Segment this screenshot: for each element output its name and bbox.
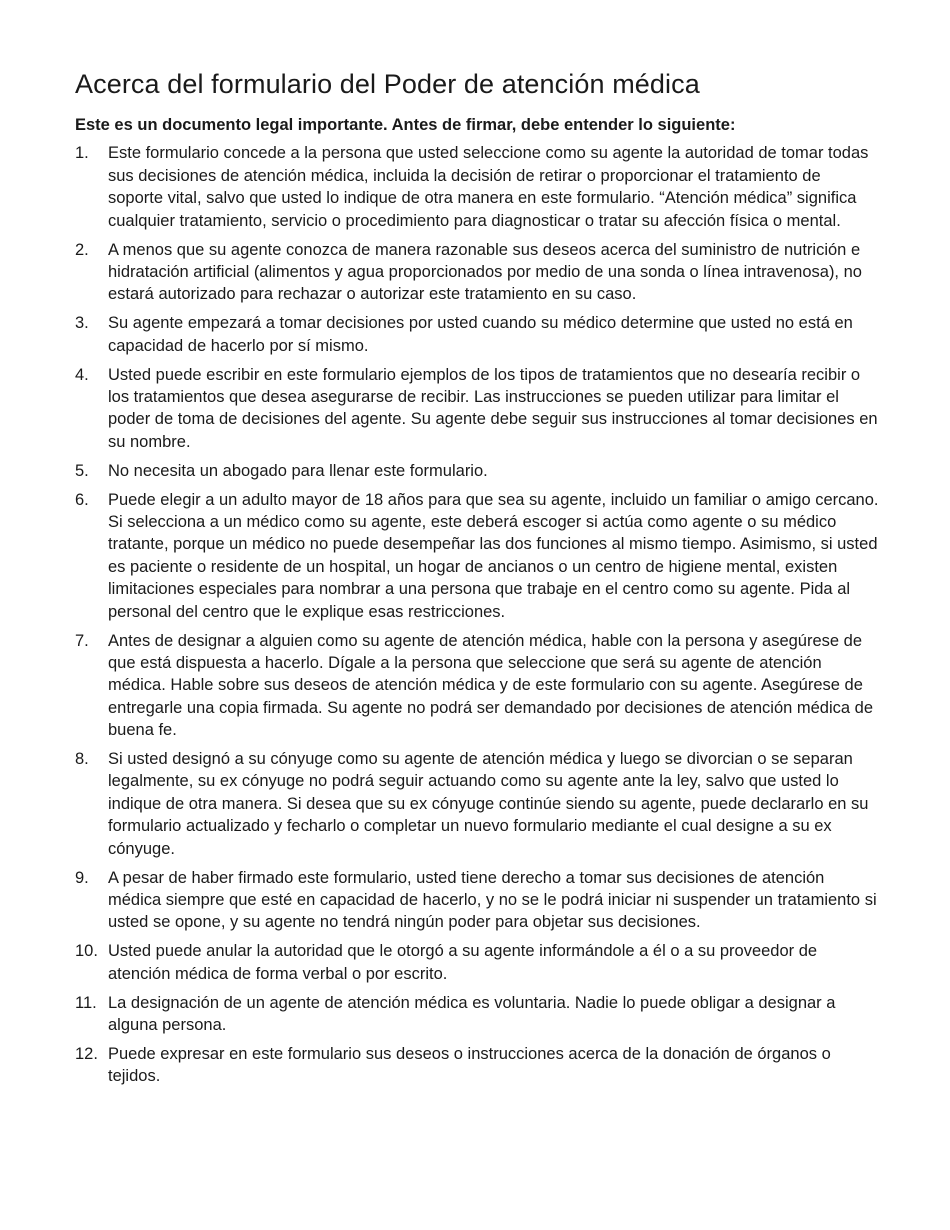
numbered-list	[75, 142, 880, 1087]
list-item	[75, 748, 880, 860]
list-item-number: 7.	[75, 631, 89, 650]
list-item-text: Antes de designar a alguien como su agente de atención médica, hable con la persona y asegúrese de que está dispuesta a hacerlo. Dígale a la persona que seleccione que será su agente de atención médica. Hable sobre sus deseos de atención médica y de este formulario con su agente. Asegúrese de entregarle una copia firmada. Su agente no podrá ser demandado por decisiones de atención médica de buena fe.	[108, 631, 874, 740]
list-item	[75, 1043, 880, 1088]
list-item	[75, 312, 880, 357]
list-item-number: 2.	[75, 240, 89, 259]
list-item	[75, 940, 880, 985]
list-item-text: Este formulario concede a la persona que usted seleccione como su agente la autoridad de tomar todas sus decisiones de atención médica, incluida la decisión de retirar o proporcionar el tratamiento de soporte vital, salvo que usted lo indique de otra manera en este formulario. “Atención médica” significa cualquier tratamiento, servicio o procedimiento para diagnosticar o tratar su afección física o mental.	[108, 144, 869, 230]
list-item-number: 9.	[75, 868, 89, 887]
list-item-number: 6.	[75, 490, 89, 509]
list-item-number: 3.	[75, 314, 89, 333]
list-item-number: 12.	[75, 1044, 98, 1063]
list-item	[75, 867, 880, 934]
list-item	[75, 489, 880, 623]
list-item-text: A menos que su agente conozca de manera razonable sus deseos acerca del suministro de nutrición e hidratación artificial (alimentos y agua proporcionados por medio de una sonda o línea intravenosa), no estará autorizado para rechazar o autorizar este tratamiento en su caso.	[108, 240, 862, 304]
list-item-text: Usted puede escribir en este formulario ejemplos de los tipos de tratamientos que no desearía recibir o los tratamientos que desea asegurarse de recibir. Las instrucciones se pueden utilizar para limitar el poder de toma de decisiones del agente. Su agente debe seguir sus instrucciones al tomar decisiones en su nombre.	[108, 365, 878, 451]
list-item	[75, 460, 880, 482]
list-item-text: Si usted designó a su cónyuge como su agente de atención médica y luego se divorcian o se separan legalmente, su ex cónyuge no podrá seguir actuando como su agente ante la ley, salvo que usted lo indique de otra manera. Si desea que su ex cónyuge continúe siendo su agente, puede declararlo en su formulario actualizado y fecharlo o completar un nuevo formulario mediante el cual designe a su ex cónyuge.	[108, 750, 869, 858]
list-item-number: 4.	[75, 365, 89, 384]
list-item-number: 10.	[75, 942, 98, 961]
list-item	[75, 992, 880, 1037]
list-item-text: A pesar de haber firmado este formulario, usted tiene derecho a tomar sus decisiones de atención médica siempre que esté en capacidad de hacerlo, y no se le podrá iniciar ni suspender un tratamiento si usted se opone, y su agente no tendrá ningún poder para objetar sus decisiones.	[108, 868, 877, 932]
list-item-text: Su agente empezará a tomar decisiones por usted cuando su médico determine que usted no está en capacidad de hacerlo por sí mismo.	[108, 314, 853, 355]
document-page	[75, 68, 880, 1094]
list-item-text: La designación de un agente de atención médica es voluntaria. Nadie lo puede obligar a designar a alguna persona.	[108, 993, 836, 1035]
list-item	[75, 239, 880, 306]
document-intro: Este es un documento legal importante. Antes de firmar, debe entender lo siguiente:	[75, 116, 736, 135]
list-item-number: 1.	[75, 144, 89, 163]
list-item	[75, 142, 880, 232]
list-item	[75, 364, 880, 454]
list-item-text: Puede elegir a un adulto mayor de 18 años para que sea su agente, incluido un familiar o amigo cercano. Si selecciona a un médico como su agente, este deberá escoger si actúa como agente o su médico tratante, porque un médico no puede desempeñar las dos funciones al mismo tiempo. Asimismo, si usted es paciente o residente de un hospital, un hogar de ancianos o un centro de higiene mental, existen limitaciones especiales para nombrar a una persona que trabaje en el centro como su agente. Pida al personal del centro que le explique esas restricciones.	[108, 490, 879, 621]
list-item	[75, 630, 880, 742]
list-item-text: No necesita un abogado para llenar este formulario.	[108, 461, 488, 480]
list-item-text: Puede expresar en este formulario sus deseos o instrucciones acerca de la donación de órganos o tejidos.	[108, 1044, 831, 1086]
document-title: Acerca del formulario del Poder de atención médica	[75, 69, 700, 99]
list-item-number: 8.	[75, 750, 89, 769]
list-item-number: 11.	[75, 993, 97, 1012]
list-item-number: 5.	[75, 461, 89, 480]
list-item-text: Usted puede anular la autoridad que le otorgó a su agente informándole a él o a su proveedor de atención médica de forma verbal o por escrito.	[108, 942, 818, 983]
